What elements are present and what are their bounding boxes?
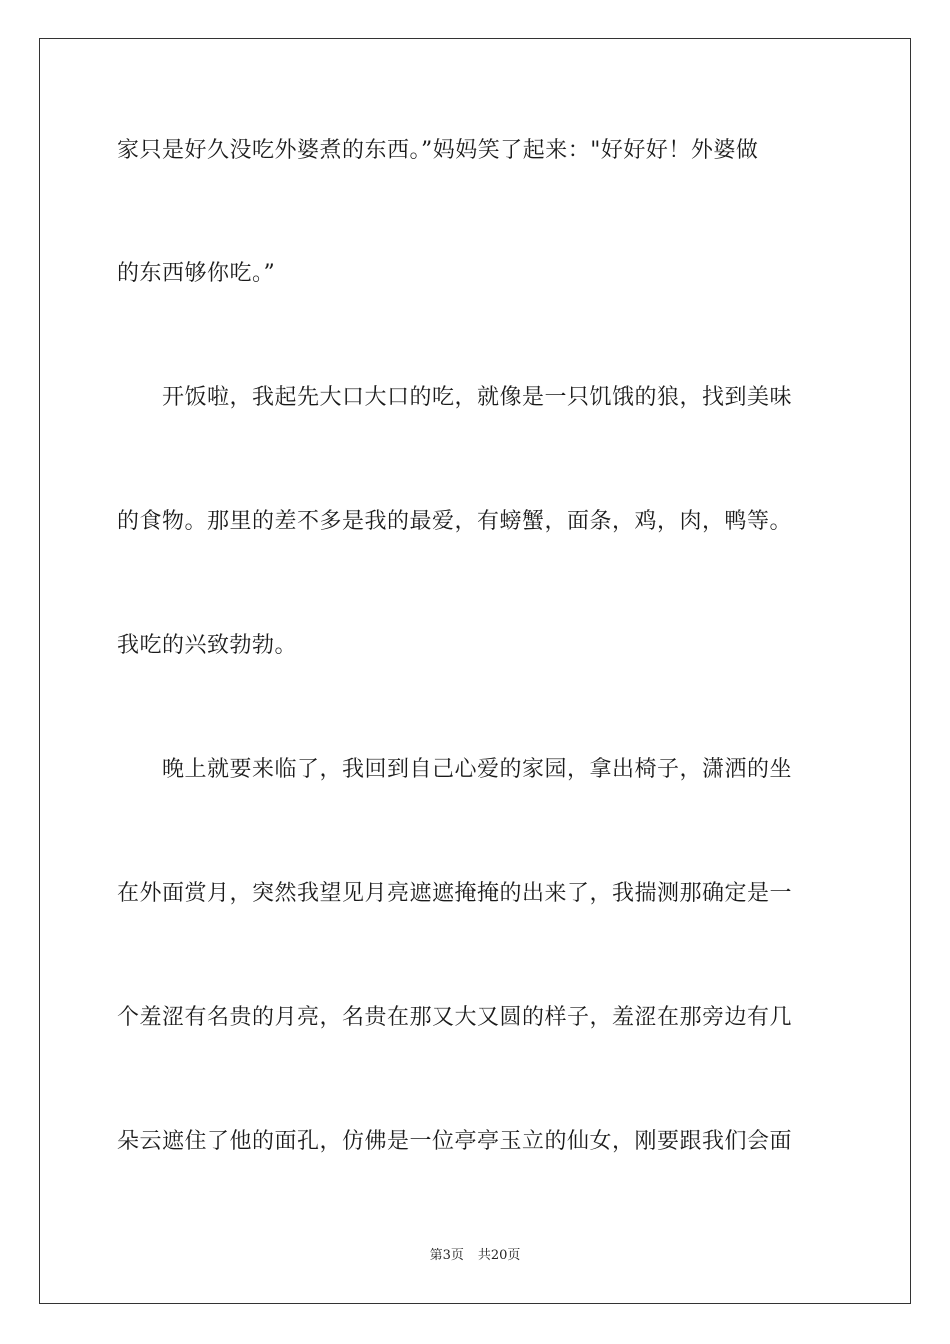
text-line: 朵云遮住了他的面孔，仿佛是一位亭亭玉立的仙女，刚要跟我们会面 [117, 1129, 793, 1154]
text-line: 在外面赏月，突然我望见月亮遮遮掩掩的出来了，我揣测那确定是一 [117, 881, 793, 906]
page-footer [0, 1247, 950, 1265]
page-border [39, 38, 911, 1304]
text-line: 的食物。那里的差不多是我的最爱，有螃蟹，面条，鸡，肉，鸭等。 [117, 509, 793, 534]
text-line: 我吃的兴致勃勃。 [117, 633, 298, 658]
text-line: 开饭啦，我起先大口大口的吃，就像是一只饥饿的狼，找到美味 [117, 385, 793, 410]
text-line: 个羞涩有名贵的月亮，名贵在那又大又圆的样子，羞涩在那旁边有几 [117, 1005, 793, 1030]
text-line: 晚上就要来临了，我回到自己心爱的家园，拿出椅子，潇洒的坐 [117, 757, 793, 782]
page-total: 共20页 [477, 1248, 521, 1263]
page-number: 第3页 [429, 1248, 464, 1263]
text-line: 家只是好久没吃外婆煮的东西。”妈妈笑了起来："好好好！外婆做 [117, 138, 759, 163]
text-line: 的东西够你吃。” [117, 261, 276, 286]
